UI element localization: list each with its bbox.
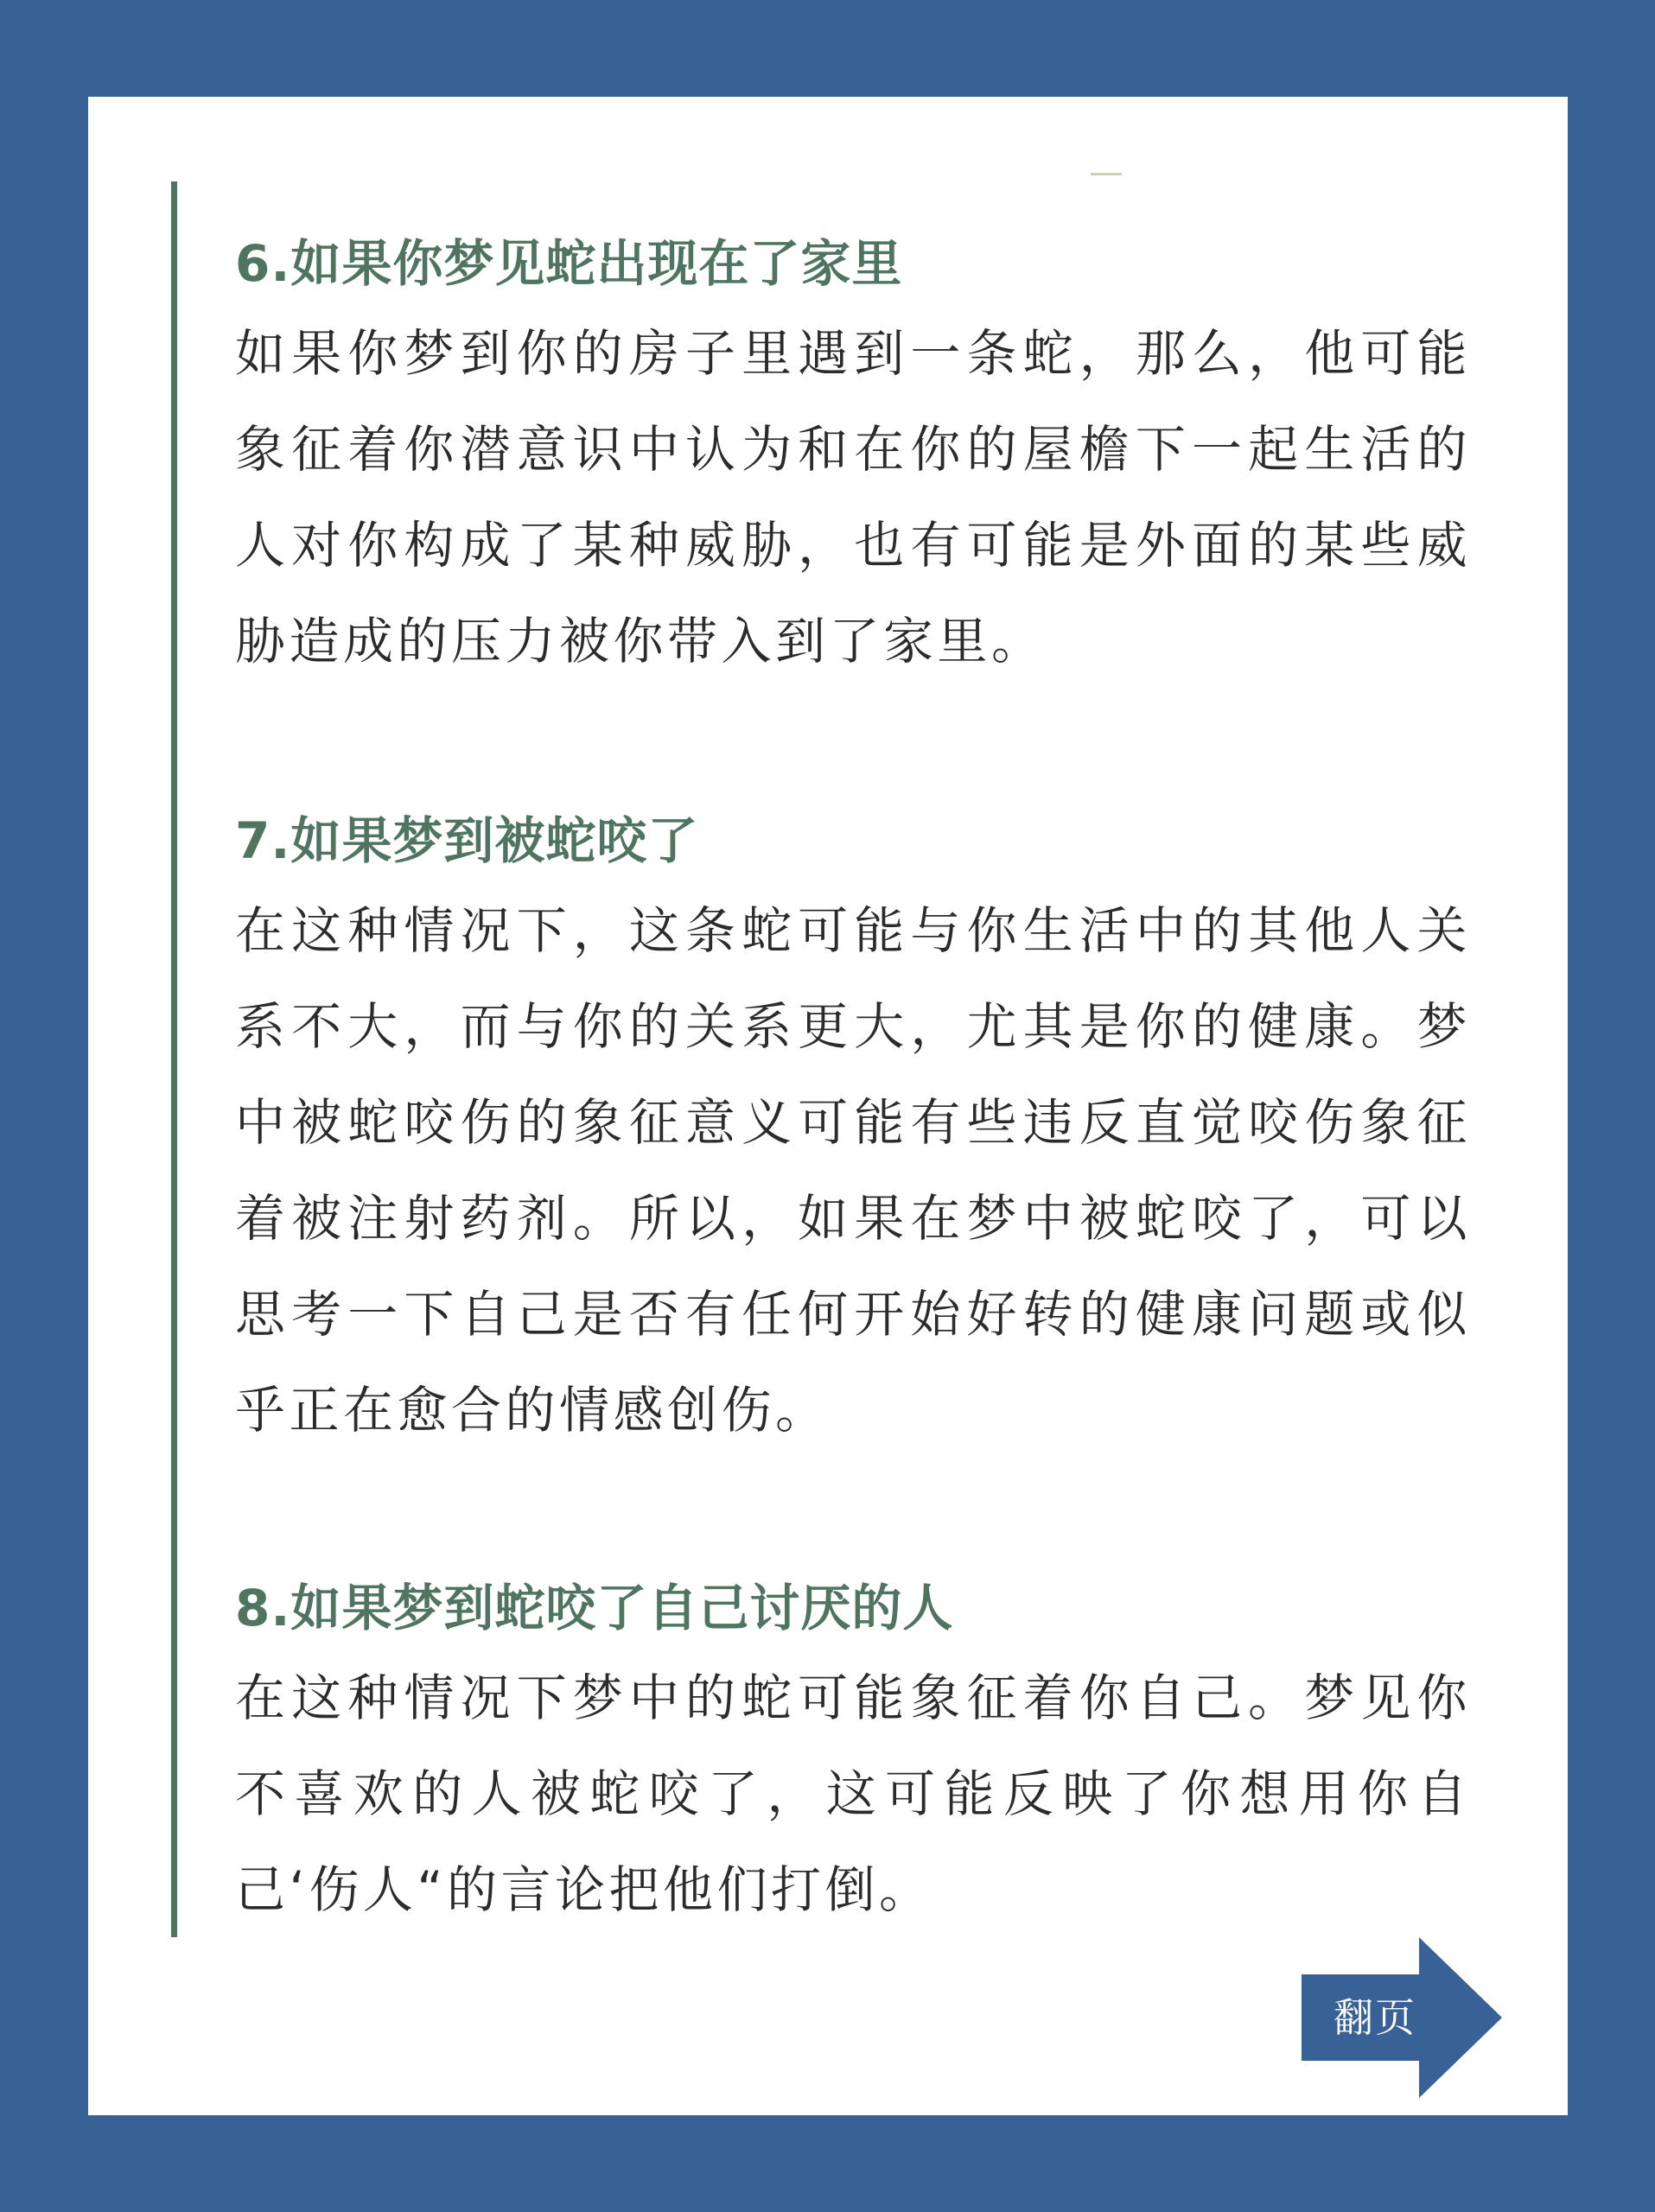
section-6 [235, 235, 1471, 690]
left-accent-rule [171, 181, 177, 1937]
section-8-title: 8.如果梦到蛇咬了自己讨厌的人 [235, 1579, 954, 1637]
section-7-body: 在这种情况下，这条蛇可能与你生活中的其他人关系不大，而与你的关系更大，尤其是你的健康。梦中被蛇咬伤的象征意义可能有些违反直觉咬伤象征着被注射药剂。所以，如果在梦中被蛇咬了，可以思考一下自己是否有任何开始好转的健康问题或似乎正在愈合的情感创伤。 [235, 901, 1471, 1440]
next-page-button[interactable] [1302, 1937, 1502, 2098]
content-card [88, 97, 1568, 2115]
section-8-body: 在这种情况下梦中的蛇可能象征着你自己。梦见你不喜欢的人被蛇咬了，这可能反映了你想用你自己‘伤人“的言论把他们打倒。 [235, 1669, 1471, 1919]
section-8 [235, 1580, 1471, 1938]
top-faint-mark [1091, 173, 1122, 175]
section-7 [235, 812, 1471, 1459]
section-7-title: 7.如果梦到被蛇咬了 [235, 811, 699, 870]
next-page-label: 翻页 [1334, 1994, 1416, 2041]
section-6-body: 如果你梦到你的房子里遇到一条蛇，那么，他可能象征着你潜意识中认为和在你的屋檐下一起生活的人对你构成了某种威胁，也有可能是外面的某些威胁造成的压力被你带入到了家里。 [235, 324, 1471, 671]
section-6-title: 6.如果你梦见蛇出现在了家里 [235, 234, 903, 293]
